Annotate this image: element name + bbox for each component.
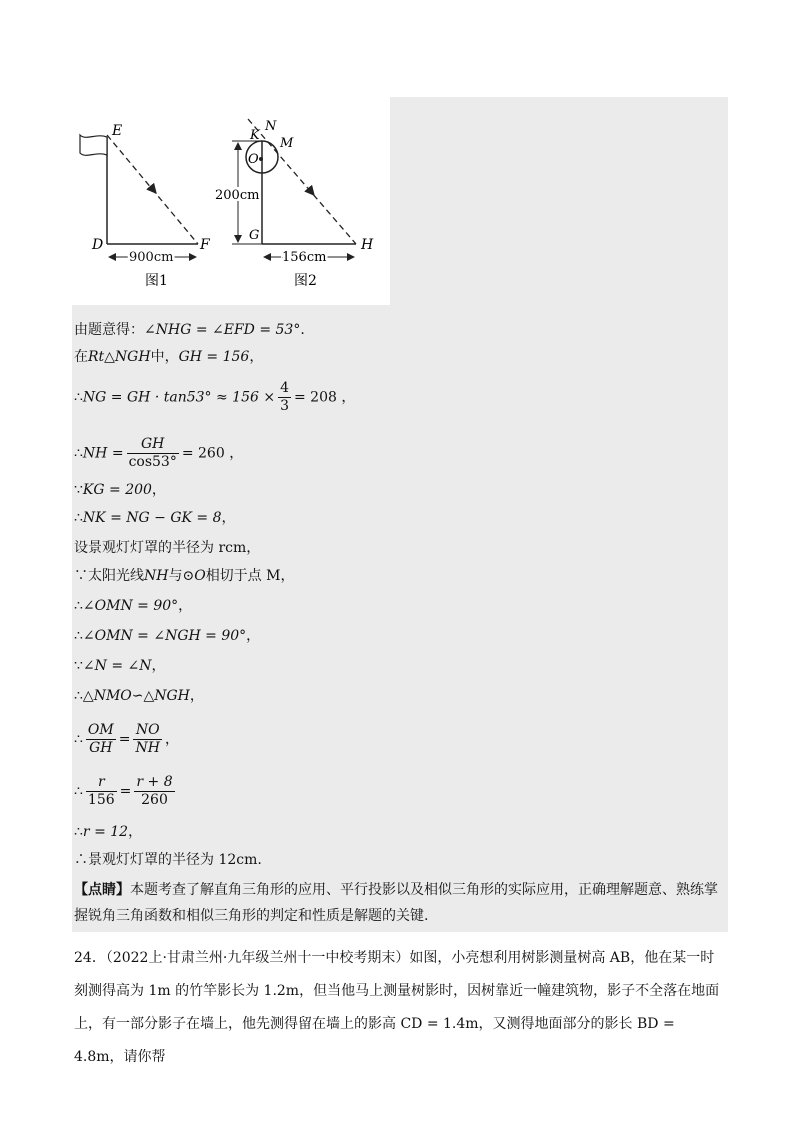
label-K: K <box>250 128 260 143</box>
comment-text: 本题考查了解直角三角形的应用、平行投影以及相似三角形的实际应用，正确理解题意、熟练掌握锐角三角函数和相似三角形的判定和性质是解题的关键. <box>74 882 718 924</box>
dim-label-2: 156cm <box>282 250 327 265</box>
solution-line-6: ∴NK = NG − GK = 8， <box>74 510 236 526</box>
dim-label-1: 900cm <box>129 250 174 265</box>
label-H: H <box>361 237 374 253</box>
solution-line-8: ∵太阳光线NH与⊙O相切于点 M， <box>74 568 295 584</box>
solution-line-4: ∴NH = $\frac{GH}{\cos 53^\circ}$ = 260 ， <box>74 436 244 470</box>
solution-line-9: ∴∠OMN = 90°， <box>74 598 193 614</box>
solution-line-15: ∴r = 12， <box>74 824 143 840</box>
label-D: D <box>92 237 104 253</box>
solution-line-1: 由题意得：∠NHG = ∠EFD = 53°. <box>74 322 305 338</box>
label-M: M <box>280 136 294 151</box>
label-N: N <box>265 119 277 134</box>
sunray-line-2 <box>248 119 356 244</box>
flag-icon <box>80 135 107 155</box>
caption-2: 图2 <box>294 273 317 289</box>
comment-paragraph <box>74 877 728 929</box>
solution-line-11: ∵∠N = ∠N， <box>74 658 166 674</box>
solution-line-7: 设景观灯灯罩的半径为 rcm， <box>74 540 261 556</box>
solution-line-13: ∴ $\frac{OM}{GH}$ = $\frac{NO}{NH}$ ， <box>74 722 179 756</box>
label-G: G <box>249 228 260 243</box>
height-label: 200cm <box>215 188 260 203</box>
caption-1: 图1 <box>145 273 168 289</box>
solution-line-16: ∴景观灯灯罩的半径为 12cm. <box>74 852 262 868</box>
solution-line-14: ∴ $\frac{r}{156}$ = $\frac{r + 8}{260}$ <box>74 774 173 808</box>
question-24: 24．（2022上·甘肃兰州·九年级兰州十一中校考期末）如图，小亮想利用树影测量树高 AB，他在某一时刻测得高为 1m 的竹竿影长为 1.2m，但当他马上测量树影时，因树靠近一幢建筑物，影子不全落在地面上，有一部分影子在墙上，他先测得留在墙上的影高 CD = 1.4m，又测得地面部分的影长 BD = 4.8m，请你帮 <box>74 950 720 1065</box>
label-O: O <box>248 152 259 167</box>
solution-line-12: ∴△NMO∽△NGH， <box>74 688 204 704</box>
label-F: F <box>200 237 210 253</box>
geometry-figure <box>72 97 390 305</box>
figure-panel <box>72 97 390 305</box>
comment-tag: 【点睛】 <box>74 882 130 898</box>
solution-line-2: 在Rt△NGH中，GH = 156， <box>74 349 264 365</box>
solution-line-5: ∵KG = 200， <box>74 482 166 498</box>
solution-line-10: ∴∠OMN = ∠NGH = 90°， <box>74 628 261 644</box>
label-E: E <box>112 123 123 139</box>
solution-line-3: ∴NG = GH · tan53° ≈ 156 × $\frac{4}{3}$ = 208 ， <box>74 380 356 414</box>
